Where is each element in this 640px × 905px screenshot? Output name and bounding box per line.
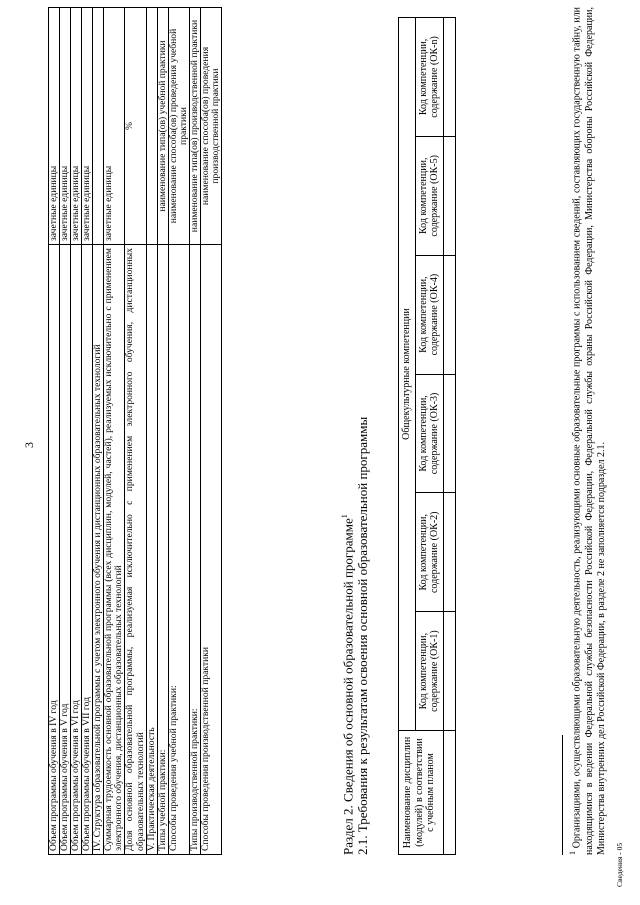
row-label: Типы учебной практики: [157, 245, 168, 855]
competency-column-header: Код компетенции, содержание (ОК-3) [415, 374, 443, 493]
table-row [104, 8, 125, 855]
row-label: Суммарная трудоемкость основной образовательной программы (всех дисциплин, модулей, частей), реализуемых исключительно с применением электронного обучения, дистанционных образовательных технологий [104, 245, 125, 855]
table-row [168, 8, 189, 855]
row-label: Объем программы обучения в VI год [71, 245, 82, 855]
table-row [82, 8, 93, 855]
section-title: Раздел 2. Сведения об основной образовательной программе$^1$ [340, 514, 356, 855]
row-label: Объем программы обучения в IV год [49, 245, 60, 855]
row-label: V. Практическая деятельность [146, 245, 157, 855]
row-value [93, 8, 104, 245]
competency-column-header: Код компетенции, содержание (ОК-4) [415, 255, 443, 374]
row-value: наименование способа(ов) проведения производственной практики [200, 8, 221, 245]
group-header: Общекультурные компетенции [399, 18, 416, 731]
table-cell [443, 136, 455, 255]
competency-column-header: Код компетенции, содержание (ОК-5) [415, 136, 443, 255]
competency-column-header: Код компетенции, содержание (ОК-1) [415, 612, 443, 731]
table-row [125, 8, 146, 855]
row-label: IV. Структура образовательной программы с учетом электронного обучения и дистанционных образовательных технологий [93, 245, 104, 855]
competencies-table [398, 17, 456, 855]
row-label: Объем программы обучения в V год [60, 245, 71, 855]
row-value: наименование типа(ов) производственной практики [189, 8, 200, 245]
row-value: наименование типа(ов) учебной практики [157, 8, 168, 245]
row-value: зачетные единицы [71, 8, 82, 245]
table-cell [443, 731, 455, 855]
table-row [157, 8, 168, 855]
table-cell [443, 374, 455, 493]
table-cell [443, 493, 455, 612]
footnote-divider [562, 735, 563, 855]
competency-column-header: Код компетенции, содержание (ОК-2) [415, 493, 443, 612]
table-row [93, 8, 104, 855]
table-cell [443, 612, 455, 731]
row-value: зачетные единицы [82, 8, 93, 245]
table-row [60, 8, 71, 855]
table-row [200, 8, 221, 855]
row-label: Способы проведения учебной практики: [168, 245, 189, 855]
table-cell [443, 18, 455, 137]
page-number: 3 [22, 442, 36, 448]
table-row [71, 8, 82, 855]
row-value: % [125, 8, 146, 245]
row-label: Способы проведения производственной практики [200, 245, 221, 855]
table-row [146, 8, 157, 855]
row-label: Типы производственной практики: [189, 245, 200, 855]
row-value: зачетные единицы [104, 8, 125, 245]
row-label: Доля основной образовательной программы, реализуемая исключительно с применением электронного обучения, дистанционных образовательных технологий [125, 245, 146, 855]
competency-column-header: Код компетенции, содержание (ОК-n) [415, 18, 443, 137]
footer-label: Сведения - 05 [615, 842, 624, 887]
footnote: $^1$ Организациями, осуществляющими образовательную деятельность, реализующими основные образовательные программы с использованием сведений, составляющих государственную тайну, или находящимися в ведении Федеральной службы безопасности Российской Федерации, Федеральной службы охраны Российской Федерации, Министерства обороны Российской Федерации, Министерства внутренних дел Российской Федерации, в разделе 2 не заполняется подраздел 2.1. [568, 6, 608, 855]
section-subtitle: 2.1. Требования к результатам освоения основной образовательной программы [355, 416, 370, 855]
program-volume-table [48, 7, 222, 855]
row-value [146, 8, 157, 245]
table-row [189, 8, 200, 855]
row-label: Объем программы обучения в VII год [82, 245, 93, 855]
row-value: зачетные единицы [49, 8, 60, 245]
table-row [49, 8, 60, 855]
row-value: наименование способа(ов) проведения учебной практики [168, 8, 189, 245]
discipline-header: Наименование дисциплин (модулей) в соответствии с учебным планом [399, 731, 444, 855]
row-value: зачетные единицы [60, 8, 71, 245]
table-cell [443, 255, 455, 374]
